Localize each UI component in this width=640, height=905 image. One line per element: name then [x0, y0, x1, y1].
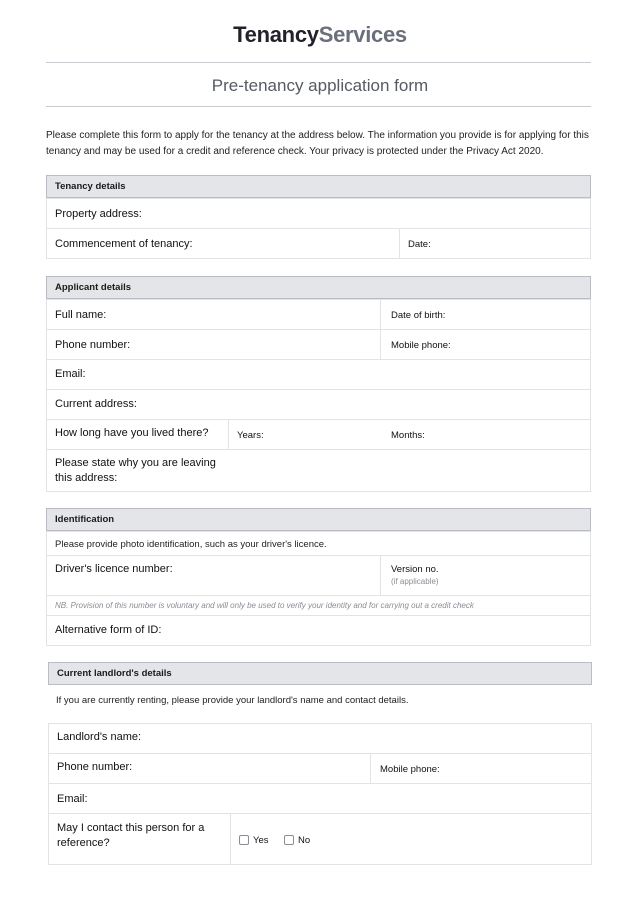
- landlord-name-label: Landlord's name:: [57, 731, 142, 743]
- no-label: No: [298, 835, 311, 846]
- leaving-label-line2: this address:: [55, 472, 118, 484]
- mobile-label[interactable]: Mobile phone:: [391, 340, 451, 351]
- alt-id-field[interactable]: [46, 615, 591, 646]
- brand-part-2: Services: [318, 22, 407, 47]
- divider: [46, 62, 591, 63]
- section-heading-tenancy: Tenancy details: [46, 175, 591, 198]
- intro-text: Please complete this form to apply for the tenancy at the address below. The information you provide is for applying for this tenancy and may be used for a credit and reference check. Your privacy is protected under the Privacy Act 2020.: [46, 130, 589, 157]
- landlord-name-field[interactable]: [48, 723, 592, 754]
- duration-row: [46, 419, 591, 450]
- email-field[interactable]: [46, 359, 591, 390]
- date-label[interactable]: Date:: [408, 239, 431, 250]
- commencement-row: [46, 228, 591, 259]
- phone-row: [46, 329, 591, 360]
- email-label: Email:: [55, 368, 86, 380]
- leaving-reason-field[interactable]: [46, 449, 591, 492]
- reference-label-line1: May I contact this person for a: [57, 822, 205, 834]
- current-address-label: Current address:: [55, 398, 137, 410]
- brand-title: [0, 22, 640, 48]
- reference-contact-row: [48, 813, 592, 865]
- phone-label[interactable]: Phone number:: [55, 339, 131, 351]
- id-instruction-row: [46, 531, 591, 556]
- commencement-label[interactable]: Commencement of tenancy:: [55, 238, 193, 250]
- yes-label: Yes: [253, 835, 269, 846]
- leaving-label-line1: Please state why you are leaving: [55, 457, 216, 469]
- property-address-field[interactable]: [46, 198, 591, 229]
- landlord-email-label: Email:: [57, 793, 88, 805]
- divider: [46, 106, 591, 107]
- licence-label[interactable]: Driver's licence number:: [55, 563, 173, 575]
- section-heading-identification: Identification: [46, 508, 591, 531]
- section-heading-landlord: Current landlord's details: [48, 662, 592, 685]
- alt-id-label: Alternative form of ID:: [55, 624, 162, 636]
- landlord-phone-label[interactable]: Phone number:: [57, 761, 133, 773]
- landlord-mobile-label[interactable]: Mobile phone:: [380, 764, 440, 775]
- months-label[interactable]: Months:: [391, 430, 425, 441]
- no-checkbox[interactable]: [284, 835, 294, 845]
- property-address-label: Property address:: [55, 208, 142, 220]
- divider: [380, 556, 381, 595]
- licence-row: [46, 555, 591, 596]
- licence-note-row: [46, 595, 591, 616]
- divider: [380, 330, 381, 359]
- reference-label-line2: reference?: [57, 837, 110, 849]
- landlord-phone-row: [48, 753, 592, 784]
- current-address-field[interactable]: [46, 389, 591, 420]
- version-hint: (if applicable): [391, 577, 439, 586]
- dob-label[interactable]: Date of birth:: [391, 310, 446, 321]
- full-name-label[interactable]: Full name:: [55, 309, 107, 321]
- divider: [380, 300, 381, 329]
- section-heading-applicant: Applicant details: [46, 276, 591, 299]
- divider: [228, 420, 229, 449]
- landlord-email-field[interactable]: [48, 783, 592, 814]
- divider: [399, 229, 400, 258]
- divider: [370, 754, 371, 783]
- full-name-row: [46, 299, 591, 330]
- licence-note: NB. Provision of this number is voluntary and will only be used to verify your identity and for carrying out a credit check: [55, 601, 474, 610]
- brand-part-1: Tenancy: [233, 22, 319, 47]
- how-long-label: How long have you lived there?: [55, 427, 209, 439]
- version-label[interactable]: Version no.: [391, 564, 439, 575]
- page-title: Pre-tenancy application form: [211, 76, 429, 95]
- landlord-instruction: If you are currently renting, please provide your landlord's name and contact details.: [56, 695, 409, 706]
- divider: [230, 814, 231, 864]
- id-instruction: Please provide photo identification, such as your driver's licence.: [55, 539, 327, 550]
- years-label[interactable]: Years:: [237, 430, 264, 441]
- yes-checkbox[interactable]: [239, 835, 249, 845]
